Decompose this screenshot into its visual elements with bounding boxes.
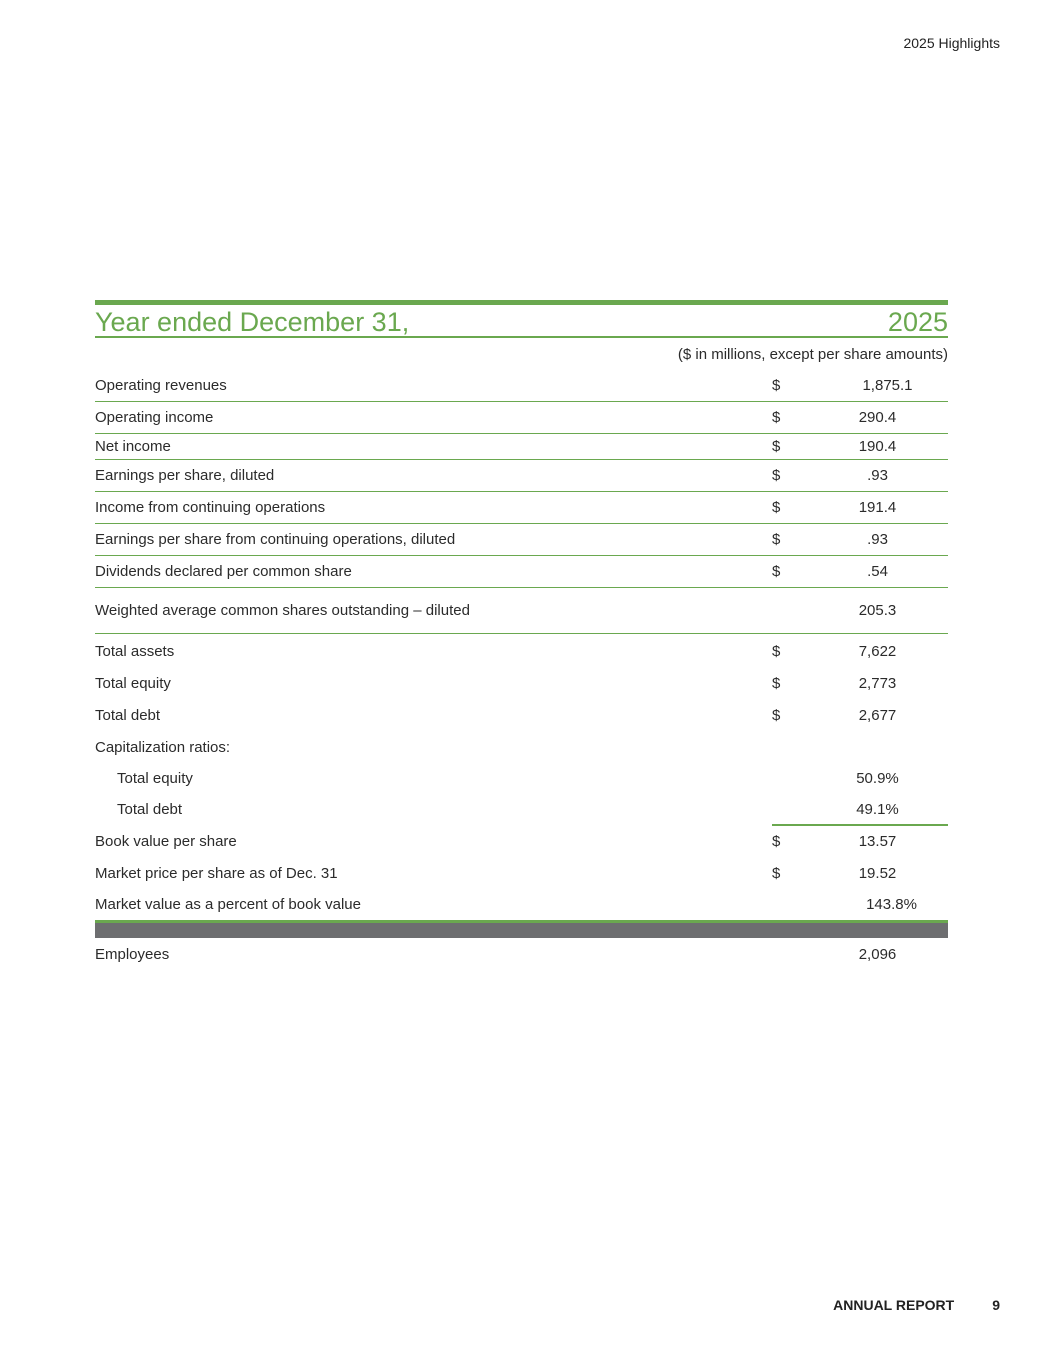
row-value: .93 [867, 467, 888, 484]
row-value: 2,677 [858, 706, 897, 724]
units-note: ($ in millions, except per share amounts) [677, 346, 948, 363]
table-row-net-income [95, 434, 948, 460]
row-value: 205.3 [858, 602, 897, 619]
row-value: 143.8% [866, 896, 917, 913]
row-value: 190.4 [858, 438, 897, 455]
row-label: Income from continuing operations [95, 499, 326, 516]
currency-symbol: $ [772, 409, 781, 426]
table-row-total-equity [95, 668, 948, 699]
footer-report-name: ANNUAL REPORT [833, 1297, 955, 1313]
row-label: Operating revenues [95, 376, 227, 394]
row-label: Market price per share as of Dec. 31 [95, 865, 338, 882]
row-value: .93 [867, 531, 888, 548]
table-row-weighted-shares [95, 588, 948, 634]
row-label: Net income [95, 438, 171, 455]
row-value: 49.1% [856, 801, 899, 818]
currency-symbol: $ [772, 642, 781, 660]
table-row-operating-income [95, 402, 948, 434]
page-footer [833, 1297, 1000, 1313]
row-value: 2,773 [858, 675, 897, 692]
row-label: Total equity [117, 770, 193, 787]
row-label: Total debt [95, 706, 161, 724]
currency-symbol: $ [772, 376, 781, 394]
row-value: 7,622 [858, 642, 897, 660]
running-head: 2025 Highlights [903, 35, 1000, 51]
currency-symbol: $ [772, 499, 781, 516]
row-label: Total equity [95, 675, 171, 692]
row-label: Total assets [95, 642, 175, 660]
row-value: 50.9% [856, 770, 899, 787]
row-label: Total debt [117, 801, 183, 818]
table-year: 2025 [887, 307, 948, 337]
currency-symbol: $ [772, 865, 781, 882]
currency-symbol: $ [772, 467, 781, 484]
currency-symbol: $ [772, 438, 781, 455]
table-row-capitalization-ratios [95, 731, 948, 763]
table-row-market-to-book [95, 889, 948, 920]
row-label: Earnings per share from continuing operations, diluted [95, 531, 456, 548]
row-value: 19.52 [858, 865, 897, 882]
row-label: Earnings per share, diluted [95, 467, 275, 484]
row-value: .54 [867, 563, 888, 580]
row-label: Market value as a percent of book value [95, 896, 361, 913]
row-value: 290.4 [858, 409, 897, 426]
currency-symbol: $ [772, 833, 781, 850]
table-row-eps-diluted [95, 460, 948, 492]
row-label: Dividends declared per common share [95, 563, 352, 580]
table-row-employees [95, 938, 948, 971]
financial-highlights-table [95, 300, 948, 971]
row-value: 13.57 [858, 833, 897, 850]
row-label: Weighted average common shares outstanding – diluted [95, 602, 470, 619]
separator-gray-band [95, 923, 948, 938]
row-label: Operating income [95, 409, 214, 426]
table-title: Year ended December 31, [95, 307, 410, 337]
table-row-operating-revenues [95, 369, 948, 402]
table-row-income-continuing [95, 492, 948, 524]
table-row-market-price [95, 858, 948, 889]
currency-symbol: $ [772, 675, 781, 692]
currency-symbol: $ [772, 706, 781, 724]
currency-symbol: $ [772, 563, 781, 580]
table-row-total-debt [95, 699, 948, 731]
row-value: 1,875.1 [862, 376, 913, 394]
table-row-cap-equity [95, 763, 948, 794]
table-row-total-assets [95, 634, 948, 668]
table-row-dividends [95, 556, 948, 588]
page-number: 9 [992, 1297, 1000, 1313]
row-label: Book value per share [95, 833, 237, 850]
row-value: 2,096 [858, 946, 897, 963]
row-label: Employees [95, 946, 170, 963]
table-title-row [95, 305, 948, 338]
row-label: Capitalization ratios: [95, 738, 231, 756]
currency-symbol: $ [772, 531, 781, 548]
table-row-book-value [95, 825, 948, 858]
table-row-cap-debt [95, 794, 948, 825]
table-row-eps-continuing [95, 524, 948, 556]
row-value: 191.4 [858, 499, 897, 516]
